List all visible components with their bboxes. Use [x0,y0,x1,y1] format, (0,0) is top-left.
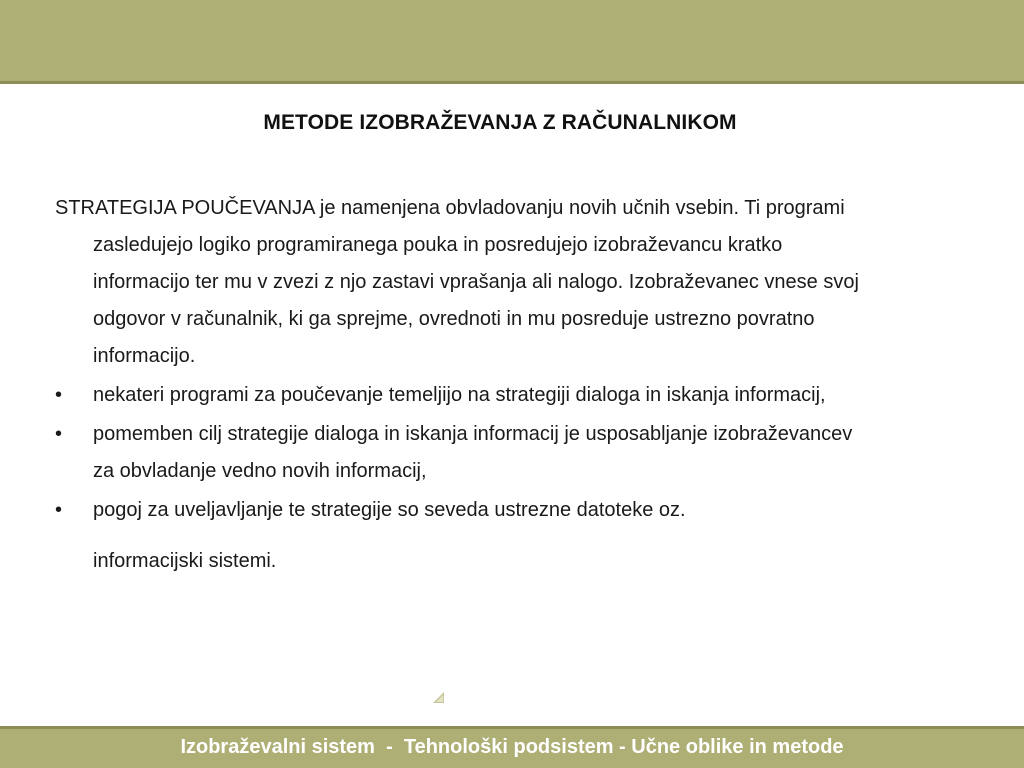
bullet-text: pogoj za uveljavljanje te strategije so seveda ustrezne datoteke oz. [93,499,686,521]
bullet-item-2 [55,416,875,490]
bullet-marker: • [55,499,63,521]
bullet-item-3 [55,492,875,529]
bullet-text: pomemben cilj strategije dialoga in iskanja informacij je usposabljanje izobraževancev za obvladanje vedno novih informacij, [93,423,853,482]
slide-body [55,190,875,580]
header-band [0,0,1024,81]
bullet-marker: • [55,384,63,406]
header-divider [0,81,1024,84]
footer-text: Izobraževalni sistem - Tehnološki podsistem - Učne oblike in metode [180,736,844,758]
intro-paragraph: STRATEGIJA POUČEVANJA je namenjena obvladovanju novih učnih vsebin. Ti programi zasledujejo logiko programiranega pouka in posredujejo izobraževancu kratko informacijo ter mu v zvezi z njo zastavi vprašanja ali nalogo. Izobraževanec vnese svoj odgovor v računalnik, ki ga sprejme, ovrednoti in mu posreduje ustrezno povratno informacijo. [55,197,859,367]
bullet-text: nekateri programi za poučevanje temeljijo na strategiji dialoga in iskanja informacij, [93,384,826,406]
bullet-continuation: informacijski sistemi. [93,550,277,572]
slide-title: METODE IZOBRAŽEVANJA Z RAČUNALNIKOM [263,111,737,134]
bullet-item-1 [55,377,875,414]
bullet-marker: • [55,423,63,445]
decorative-triangle-icon [431,690,445,704]
